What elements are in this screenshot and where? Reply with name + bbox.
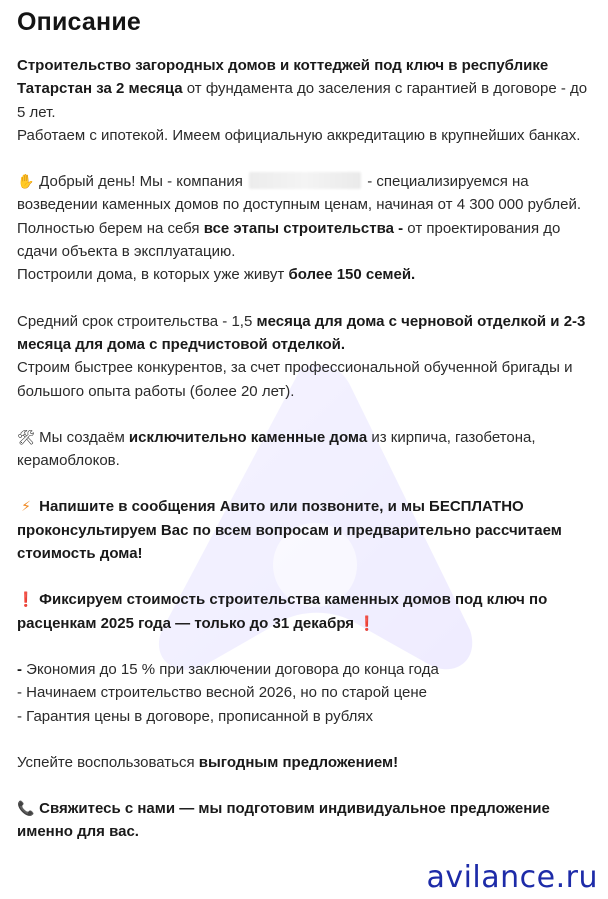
stages-text-2: от проектирования до сдачи объекта в эксплуатацию.: [17, 219, 561, 261]
timeline-text: Средний срок строительства - 1,5: [17, 312, 257, 330]
timeline-paragraph: [17, 310, 597, 357]
description-section: [17, 8, 597, 844]
price-lock-bold: Фиксируем стоимость строительства каменных домов под ключ по расценкам 2025 года — только до 31 декабря: [17, 591, 548, 632]
greeting-text-2: - специализируемся на возведении каменных домов по доступным ценам, начиная от 4 300 000 рублей.: [17, 173, 581, 214]
list-dash: -: [17, 684, 22, 702]
greeting-text-1: Добрый день! Мы - компания: [35, 173, 248, 191]
materials-text-2: из кирпича, газобетона, керамоблоков.: [17, 428, 536, 470]
stages-text-1: Полностью берем на себя: [17, 219, 204, 237]
families-text: Построили дома, в которых уже живут: [17, 266, 289, 284]
consult-bold: Напишите в сообщения Авито или позвоните, и мы БЕСПЛАТНО проконсультируем Вас по всем вопросам и предварительно рассчитаем стоимость дома!: [17, 498, 562, 563]
offer-bold: выгодным предложением!: [198, 753, 399, 771]
offer-text: Успейте воспользоваться: [17, 753, 199, 771]
list-item-text: Гарантия цены в договоре, прописанной в рублях: [22, 707, 374, 725]
speed-paragraph: Строим быстрее конкурентов, за счет профессиональной обученной бригады и большого опыта работы (более 20 лет).: [17, 359, 573, 400]
list-item: [17, 705, 597, 728]
list-item: [17, 658, 597, 681]
redacted-company-name: [249, 172, 361, 189]
lightning-icon: ⚡: [21, 498, 31, 515]
list-item: [17, 681, 597, 704]
exclamation-icon: ❗: [17, 591, 35, 608]
price-lock-paragraph: [17, 588, 597, 635]
intro-paragraph: [17, 54, 597, 124]
materials-text-1: Мы создаём: [35, 428, 129, 446]
families-paragraph: [17, 263, 597, 286]
contact-bold: Свяжитесь с нами — мы подготовим индивидуальное предложение именно для вас.: [17, 800, 550, 841]
exclamation-icon-2: ❗: [354, 614, 376, 631]
greeting-paragraph: [17, 170, 597, 217]
list-item-text: Начинаем строительство весной 2026, но по старой цене: [22, 684, 427, 702]
section-title: Описание: [17, 8, 141, 36]
list-dash: -: [17, 660, 22, 678]
consult-paragraph: [17, 495, 597, 565]
list-dash: -: [17, 707, 22, 725]
raised-hand-icon: ✋: [17, 173, 35, 190]
intro-text: от фундамента до заселения с гарантией в договоре - до 5 лет.: [17, 80, 588, 121]
watermark-text: avilance.ru: [426, 860, 598, 895]
intro-bold: Строительство загородных домов и коттеджей под ключ в республике Татарстан за 2 месяца: [17, 57, 549, 98]
list-item-text: Экономия до 15 % при заключении договора до конца года: [22, 660, 439, 678]
families-bold: более 150 семей.: [288, 266, 416, 284]
stages-bold: все этапы строительства -: [203, 219, 404, 237]
contact-paragraph: [17, 797, 597, 844]
materials-bold: исключительно каменные дома: [128, 428, 368, 446]
offer-paragraph: [17, 751, 597, 774]
timeline-bold: месяца для дома с черновой отделкой и 2-3 месяца для дома с предчистовой отделкой.: [17, 312, 586, 353]
mortgage-paragraph: Работаем с ипотекой. Имеем официальную аккредитацию в крупнейших банках.: [17, 126, 581, 144]
tools-icon: 🛠: [17, 428, 35, 445]
materials-paragraph: [17, 426, 597, 473]
phone-icon: 📞: [17, 800, 35, 817]
stages-paragraph: [17, 217, 597, 264]
